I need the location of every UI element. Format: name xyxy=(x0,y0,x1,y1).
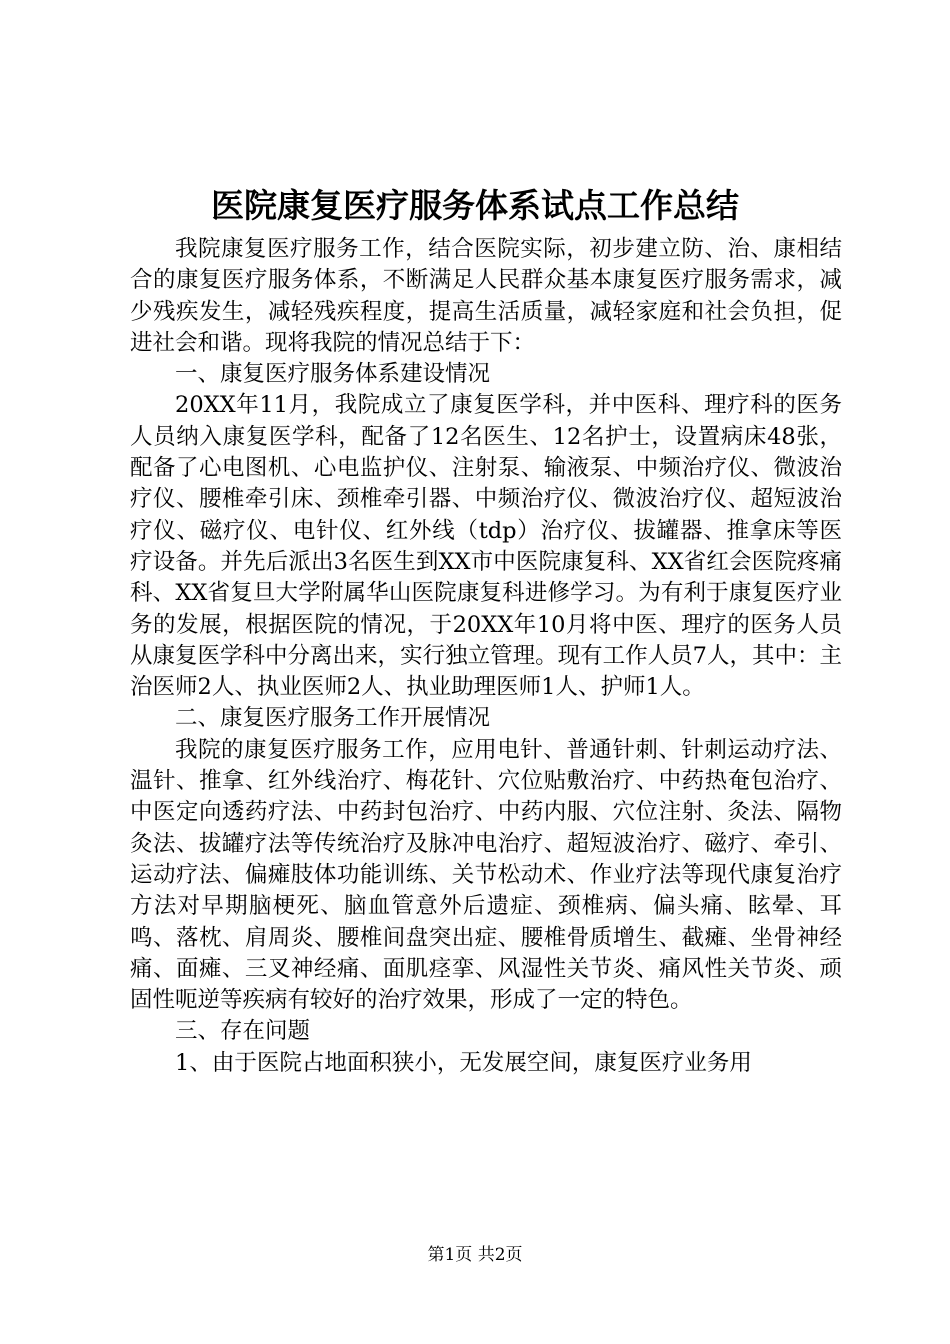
section-heading-3: 三、存在问题 xyxy=(175,1018,311,1045)
section-2-paragraph: 我院的康复医疗服务工作，应用电针、普通针刺、针刺运动疗法、温针、推拿、红外线治疗、梅花针、穴位贴敷治疗、中药热奄包治疗、中医定向透药疗法、中药封包治疗、中药内服、穴位注射、灸法、隔物灸法、拔罐疗法等传统治疗及脉冲电治疗、超短波治疗、磁疗、牵引、运动疗法、偏瘫肢体功能训练、关节松动术、作业疗法等现代康复治疗方法对早期脑梗死、脑血管意外后遗症、颈椎病、偏头痛、眩晕、耳鸣、落枕、肩周炎、腰椎间盘突出症、腰椎骨质增生、截瘫、坐骨神经痛、面瘫、三叉神经痛、面肌痉挛、风湿性关节炎、痛风性关节炎、顽固性呃逆等疾病有较好的治疗效果，形成了一定的特色。 xyxy=(130,736,842,1014)
intro-paragraph: 我院康复医疗服务工作，结合医院实际，初步建立防、治、康相结合的康复医疗服务体系，不断满足人民群众基本康复医疗服务需求，减少残疾发生，减轻残疾程度，提高生活质量，减轻家庭和社会负担，促进社会和谐。现将我院的情况总结于下： xyxy=(130,236,842,356)
page-footer: 第1页 共2页 xyxy=(427,1245,523,1265)
section-3-paragraph: 1、由于医院占地面积狭小，无发展空间，康复医疗业务用 xyxy=(175,1049,752,1076)
section-heading-2: 二、康复医疗服务工作开展情况 xyxy=(175,705,491,732)
section-1-paragraph: 20XX年11月，我院成立了康复医学科，并中医科、理疗科的医务人员纳入康复医学科，配备了12名医生、12名护士，设置病床48张，配备了心电图机、心电监护仪、注射泵、输液泵、中频治疗仪、微波治疗仪、腰椎牵引床、颈椎牵引器、中频治疗仪、微波治疗仪、超短波治疗仪、磁疗仪、电针仪、红外线（tdp）治疗仪、拔罐器、推拿床等医疗设备。并先后派出3名医生到XX市中医院康复科、XX省红会医院疼痛科、XX省复旦大学附属华山医院康复科进修学习。为有利于康复医疗业务的发展，根据医院的情况，于20XX年10月将中医、理疗的医务人员从康复医学科中分离出来，实行独立管理。现有工作人员7人，其中：主治医师2人、执业医师2人、执业助理医师1人、护师1人。 xyxy=(130,392,842,701)
section-heading-1: 一、康复医疗服务体系建设情况 xyxy=(175,361,491,388)
document-body xyxy=(130,234,842,1079)
document-title: 医院康复医疗服务体系试点工作总结 xyxy=(211,186,739,225)
